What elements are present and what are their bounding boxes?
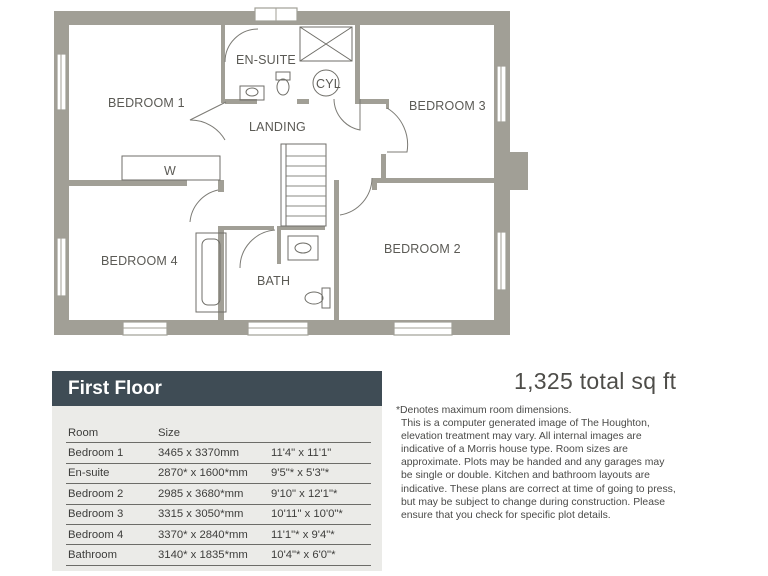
cell-metric: 2985 x 3680*mm — [158, 487, 244, 500]
table-row — [66, 504, 371, 524]
table-row — [66, 484, 371, 504]
chimney-breast — [506, 152, 528, 190]
fixtures — [122, 27, 352, 312]
panel-title: First Floor — [52, 371, 382, 406]
cell-metric: 3315 x 3050*mm — [158, 508, 244, 521]
table-header-row — [66, 423, 371, 443]
note-line: approximate. Plots may be handed and any garages may — [401, 457, 665, 469]
door-swing-bedroom2 — [340, 178, 372, 215]
table-row — [66, 545, 371, 565]
wall-bedroom3-left — [355, 25, 360, 103]
door-swing-bedroom3 — [387, 108, 408, 152]
wall-landing-stub — [218, 180, 224, 192]
note-line: indicative of a Morris house type. Room sizes are — [401, 444, 628, 456]
door-swing-bedroom4 — [190, 190, 218, 222]
wall-bedroom3-lower — [381, 154, 386, 182]
wall-bath-partition — [277, 226, 281, 264]
door-swing-bath — [240, 230, 275, 268]
cell-room: En-suite — [68, 467, 110, 480]
disclaimer-notes — [396, 404, 726, 522]
cell-imperial: 10'11" x 10'0"* — [271, 508, 343, 521]
cell-imperial: 9'10" x 12'1"* — [271, 487, 338, 500]
bath-basin — [288, 236, 318, 260]
label-bath: BATH — [257, 274, 291, 288]
note-line: be single or double. Kitchen and bathroom layouts are — [401, 470, 650, 482]
wall-bath-right — [334, 220, 339, 320]
door-swing-bedroom1 — [190, 102, 226, 140]
wall-bedroom2-stub — [372, 178, 377, 190]
table-row — [66, 463, 371, 483]
total-area: 1,325 total sq ft — [514, 368, 677, 394]
notes-heading: *Denotes maximum room dimensions. — [396, 405, 572, 416]
note-line: indicative. These plans are correct at time of going to press, — [401, 483, 676, 495]
note-line: ensure that you check for specific plot details. — [401, 509, 611, 521]
notes-body — [396, 417, 726, 522]
table-row — [66, 524, 371, 544]
cell-room: Bedroom 1 — [68, 447, 124, 460]
cell-imperial: 9'5"* x 5'3"* — [271, 467, 330, 480]
label-ensuite: EN-SUITE — [236, 53, 296, 67]
wall-bath-left — [218, 226, 224, 320]
label-bedroom4: BEDROOM 4 — [101, 254, 178, 268]
wall-bedroom3-stub — [386, 99, 389, 109]
label-landing: LANDING — [249, 120, 306, 134]
room-size-panel — [52, 371, 382, 571]
cell-room: Bathroom — [68, 549, 117, 562]
wall-ensuite-bottom-right — [297, 99, 309, 104]
wall-bedroom1-bottom — [69, 180, 187, 186]
label-cylinder: CYL — [316, 77, 341, 91]
label-bedroom3: BEDROOM 3 — [409, 99, 486, 113]
note-line: This is a computer generated image of The Houghton, — [401, 418, 650, 430]
cell-imperial: 11'4" x 11'1" — [271, 447, 332, 460]
table-row — [66, 443, 371, 463]
cell-room: Bedroom 2 — [68, 487, 124, 500]
note-line: but may be subject to change during construction. Please — [401, 496, 665, 508]
cell-room: Bedroom 4 — [68, 528, 124, 541]
cell-metric: 3465 x 3370mm — [158, 447, 240, 460]
label-bedroom1: BEDROOM 1 — [108, 96, 185, 110]
header-room: Room — [68, 426, 99, 439]
label-bedroom2: BEDROOM 2 — [384, 242, 461, 256]
cell-metric: 3370* x 2840*mm — [158, 528, 248, 541]
room-size-table — [66, 423, 371, 566]
cell-imperial: 10'4"* x 6'0"* — [271, 549, 336, 562]
wall-bath-right-upper — [334, 180, 339, 220]
header-imperial — [271, 423, 371, 443]
wall-basin-top — [281, 226, 325, 230]
wall-bath-top — [224, 226, 274, 230]
cell-room: Bedroom 3 — [68, 508, 124, 521]
wall-bedroom2-top — [372, 178, 494, 183]
cell-imperial: 11'1"* x 9'4"* — [271, 528, 335, 541]
label-wardrobe: W — [164, 164, 176, 178]
wall-ensuite-left — [221, 25, 225, 103]
note-line: elevation treatment may vary. All internal images are — [401, 431, 642, 443]
cell-metric: 3140* x 1835*mm — [158, 549, 248, 562]
stair-treads — [286, 156, 326, 216]
cell-metric: 2870* x 1600*mm — [158, 467, 248, 480]
header-size: Size — [158, 426, 180, 439]
